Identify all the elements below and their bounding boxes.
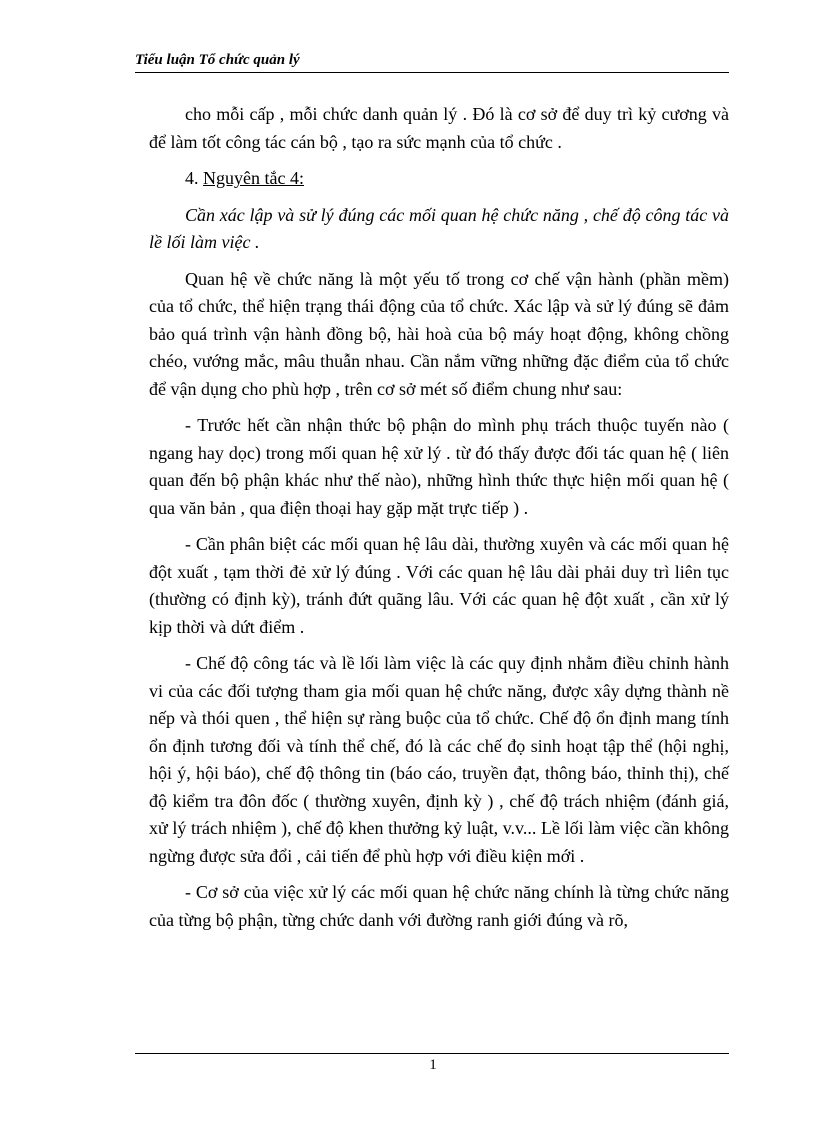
heading-number: 4. (185, 168, 203, 188)
header-title: Tiểu luận Tổ chức quản lý (135, 52, 300, 68)
paragraph-continuation: cho mỗi cấp , mỗi chức danh quản lý . Đó là cơ sở để duy trì kỷ cương và để làm tốt công tác cán bộ , tạo ra sức mạnh của tổ chức . (149, 104, 729, 152)
document-body (149, 101, 729, 943)
footer-divider (135, 1053, 729, 1054)
section-heading (149, 165, 729, 193)
bullet-paragraph-work-regime: - Chế độ công tác và lề lối làm việc là các quy định nhằm điều chỉnh hành vi của các đối tượng tham gia mối quan hệ chức năng, được xây dựng thành nề nếp và thói quen , thể hiện sự ràng buộc của tổ chức. Chế độ ổn định mang tính ổn định tương đối và tính thể chế, đó là các chế đọ sinh hoạt tập thể (hội nghị, hội ý, hội báo), chế độ thông tin (báo cáo, truyền đạt, thông báo, thỉnh thị), chế độ kiểm tra đôn đốc ( thường xuyên, định kỳ ) , chế độ trách nhiệm (đánh giá, xử lý trách nhiệm ), chế độ khen thưởng kỷ luật, v.v... Lề lối làm việc cần không ngừng được sửa đổi , cải tiến để phù hợp với điều kiện mới . (149, 653, 729, 866)
paragraph-functional-relations: Quan hệ về chức năng là một yếu tố trong cơ chế vận hành (phần mềm) của tổ chức, thể hiện trạng thái động của tổ chức. Xác lập và sử lý đúng sẽ đảm bảo quá trình vận hành đồng bộ, hài hoà của bộ máy hoạt động, không chồng chéo, vướng mắc, mâu thuẫn nhau. Cần nắm vững những đặc điểm của tổ chức để vận dụng cho phù hợp , trên cơ sở mét số điểm chung như sau: (149, 268, 729, 399)
bullet-paragraph-distinguish: - Cần phân biệt các mối quan hệ lâu dài, thường xuyên và các mối quan hệ đột xuất , tạm thời đẻ xử lý đúng . Với các quan hệ lâu dài phải duy trì liên tục (thường có định kỳ), tránh đứt quãng lâu. Với các quan hệ đột xuất , cần xử lý kịp thời và dứt điểm . (149, 534, 729, 637)
page-header (135, 50, 729, 73)
bullet-paragraph-basis: - Cơ sở của việc xử lý các mối quan hệ chức năng chính là từng chức năng của từng bộ phận, từng chức danh với đường ranh giới đúng và rõ, (149, 882, 729, 930)
principle-statement: Cần xác lập và sử lý đúng các mối quan hệ chức năng , chế độ công tác và lề lối làm việc . (149, 204, 729, 252)
heading-label: Nguyên tắc 4: (203, 168, 304, 188)
page-number: 1 (429, 1057, 437, 1073)
bullet-paragraph-awareness: - Trước hết cần nhận thức bộ phận do mình phụ trách thuộc tuyến nào ( ngang hay dọc) trong mối quan hệ xử lý . từ đó thấy được đối tác quan hệ ( liên quan đến bộ phận khác như thế nào), những hình thức thực hiện mối quan hệ ( qua văn bản , qua điện thoại hay gặp mặt trực tiếp ) . (149, 415, 729, 518)
